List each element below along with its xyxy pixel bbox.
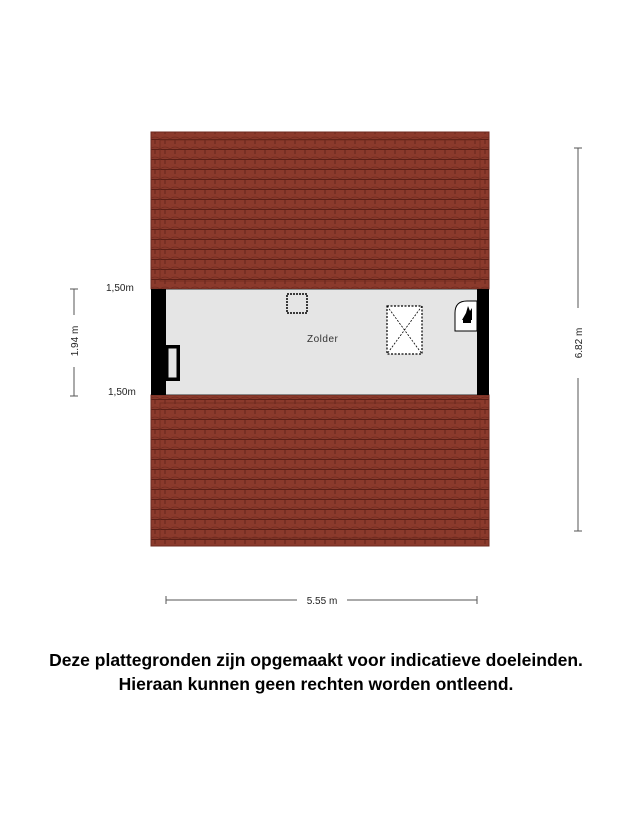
wall-right bbox=[477, 289, 489, 395]
dimension-depth bbox=[574, 148, 585, 531]
dimension-room-depth bbox=[70, 289, 81, 396]
dimension-width-label: 5.55 m bbox=[306, 596, 338, 607]
disclaimer-line-1: Deze plattegronden zijn opgemaakt voor indicatieve doeleinden. bbox=[49, 650, 583, 670]
roof-top bbox=[151, 132, 489, 289]
attic-hatch-icon bbox=[387, 306, 422, 354]
wall-left bbox=[151, 289, 166, 395]
height-label-bottom: 1,50m bbox=[108, 387, 136, 398]
roof-bottom bbox=[151, 395, 489, 546]
disclaimer-line-2: Hieraan kunnen geen rechten worden ontleend. bbox=[118, 674, 514, 694]
dimension-width bbox=[166, 596, 477, 607]
dimension-depth-label: 6.82 m bbox=[574, 327, 585, 359]
boiler-icon bbox=[455, 301, 477, 331]
room-label: Zolder bbox=[307, 334, 339, 345]
disclaimer bbox=[0, 648, 632, 696]
height-label-top: 1,50m bbox=[106, 283, 134, 294]
dimension-room-depth-label: 1.94 m bbox=[70, 325, 81, 357]
